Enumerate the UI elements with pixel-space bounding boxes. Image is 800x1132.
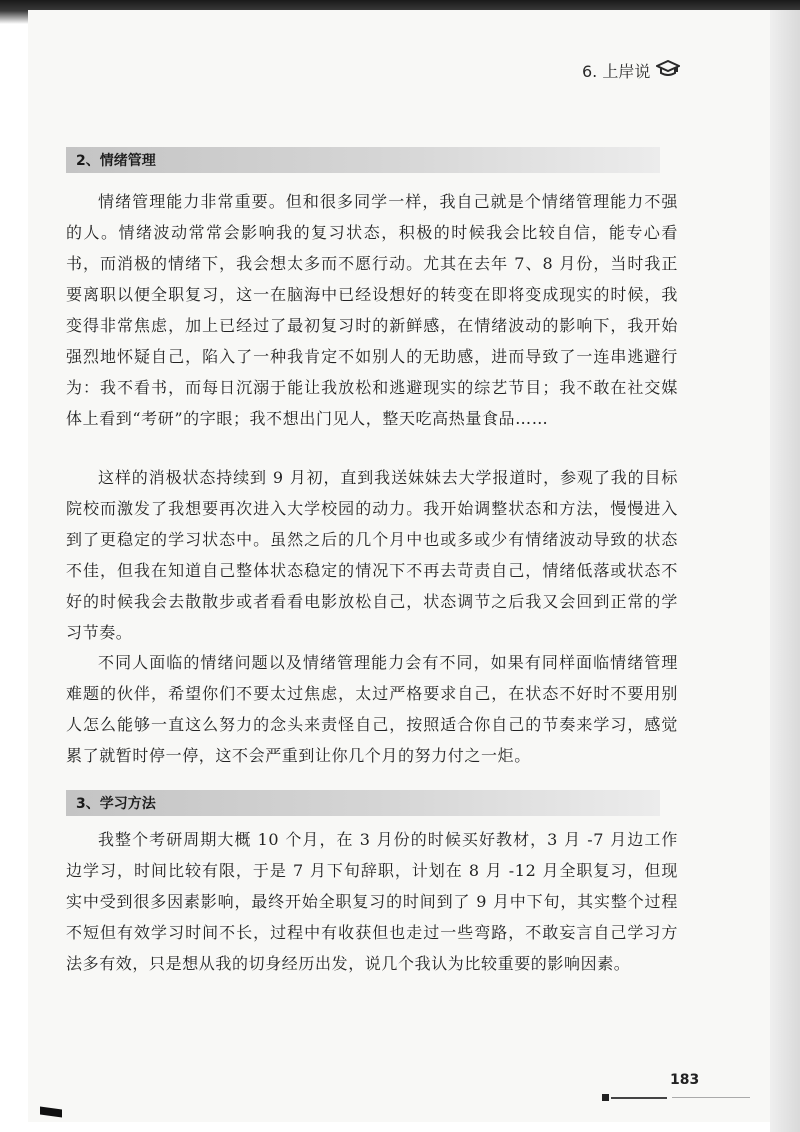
- paragraph: 这样的消极状态持续到 9 月初，直到我送妹妹去大学报道时，参观了我的目标院校而激发了我想要再次进入大学校园的动力。我开始调整状态和方法，慢慢进入到了更稳定的学习状态中。虽然之后的几个月中也或多或少有情绪波动导致的状态不佳，但我在知道自己整体状态稳定的情况下不再去苛责自己，情绪低落或状态不好的时候我会去散散步或者看看电影放松自己，状态调节之后我又会回到正常的学习节奏。: [66, 468, 678, 642]
- page-number: 183: [670, 1072, 700, 1088]
- section-heading-bar: [66, 790, 660, 816]
- paragraph: 不同人面临的情绪问题以及情绪管理能力会有不同，如果有同样面临情绪管理难题的伙伴，希望你们不要太过焦虑，太过严格要求自己，在状态不好时不要用别人怎么能够一直这么努力的念头来责怪自己，按照适合你自己的节奏来学习，感觉累了就暂时停一停，这不会严重到让你几个月的努力付之一炬。: [66, 653, 678, 765]
- section-heading-bar: [66, 147, 660, 173]
- chapter-title: 6. 上岸说: [582, 62, 651, 81]
- section-heading: 2、情绪管理: [76, 153, 156, 169]
- footer-rule: [602, 1096, 752, 1100]
- page-edge-shadow: [770, 10, 800, 1132]
- paragraph: 情绪管理能力非常重要。但和很多同学一样，我自己就是个情绪管理能力不强的人。情绪波动常常会影响我的复习状态，积极的时候我会比较自信，能专心看书，而消极的情绪下，我会想太多而不愿行动。尤其在去年 7、8 月份，当时我正要离职以便全职复习，这一在脑海中已经设想好的转变在即将变成现实的时候，我变得非常焦虑，加上已经过了最初复习时的新鲜感，在情绪波动的影响下，我开始强烈地怀疑自己，陷入了一种我肯定不如别人的无助感，进而导致了一连串逃避行为：我不看书，而每日沉溺于能让我放松和逃避现实的综艺节目；我不敢在社交媒体上看到“考研”的字眼；我不想出门见人，整天吃高热量食品……: [66, 192, 678, 428]
- section-heading: 3、学习方法: [76, 796, 156, 812]
- paragraph: 我整个考研周期大概 10 个月，在 3 月份的时候买好教材，3 月 -7 月边工作边学习，时间比较有限，于是 7 月下旬辞职，计划在 8 月 -12 月全职复习，但现实中受到很多因素影响，最终开始全职复习的时间到了 9 月中下旬，其实整个过程不短但有效学习时间不长，过程中有收获但也走过一些弯路，不敢妄言自己学习方法多有效，只是想从我的切身经历出发，说几个我认为比较重要的影响因素。: [66, 830, 678, 973]
- graduation-cap-icon: [656, 60, 680, 82]
- running-header: [582, 59, 680, 82]
